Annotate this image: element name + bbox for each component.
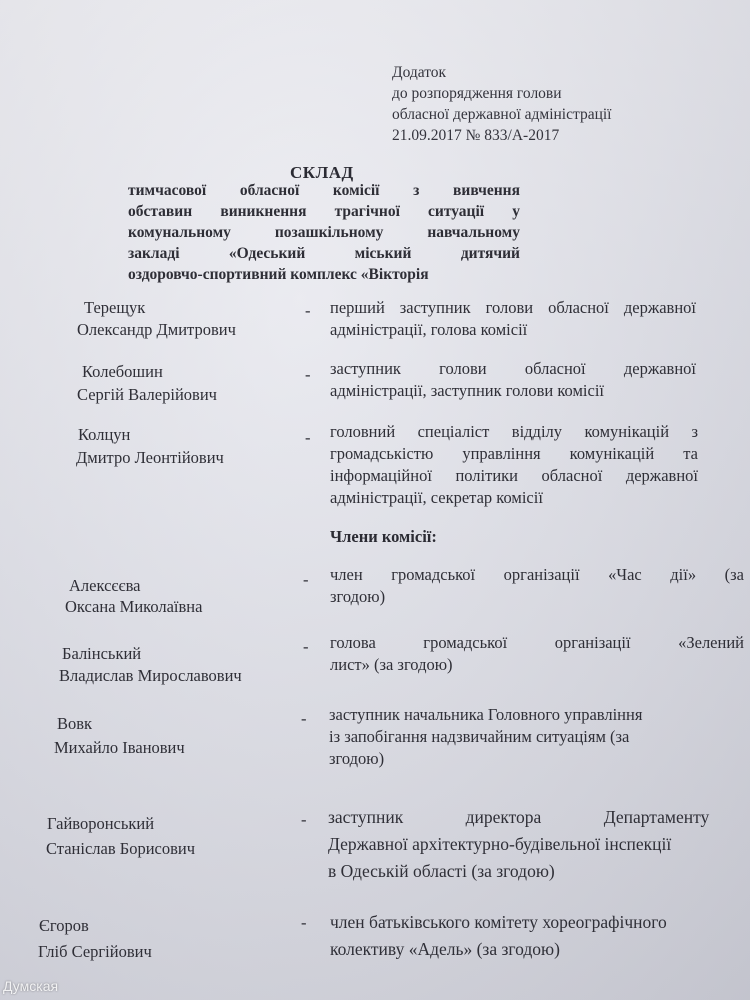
- member-surname: Терещук: [84, 298, 146, 317]
- member-role: [330, 297, 696, 341]
- role-line: Державної архітектурно-будівельної інспекції: [328, 834, 672, 854]
- role-line: лист» (за згодою): [330, 655, 453, 674]
- role-line: громадськістю управління комунікацій та: [330, 444, 698, 463]
- role-line: заступник голови обласної державної: [330, 359, 696, 378]
- member-given-name: Дмитро Леонтійович: [76, 448, 224, 467]
- watermark-logo: Думская: [3, 978, 59, 994]
- subtitle-line: оздоровчо-спортивний комплекс «Вікторія: [128, 266, 429, 283]
- dash-separator: -: [301, 913, 307, 932]
- member-given-name: Сергій Валерійович: [77, 385, 217, 404]
- dash-separator: -: [303, 637, 309, 656]
- member-surname: Єгоров: [39, 916, 89, 935]
- member-given-name: Владислав Мирославович: [59, 666, 242, 685]
- member-given-name: Станіслав Борисович: [46, 839, 196, 858]
- role-line: голова громадської організації «Зелений: [330, 633, 744, 652]
- member-role: [330, 632, 744, 676]
- members-heading: Члени комісії:: [330, 527, 437, 546]
- member-given-name: Олександр Дмитрович: [77, 320, 236, 339]
- subtitle-line: обставин виникнення трагічної ситуації у: [128, 203, 520, 220]
- document-subtitle: [128, 180, 520, 285]
- dash-separator: -: [305, 365, 311, 384]
- dash-separator: -: [303, 570, 309, 589]
- role-line: інформаційної політики обласної державної: [330, 466, 698, 485]
- member-surname: Колебошин: [82, 362, 163, 381]
- subtitle-line: закладі «Одеський міський дитячий: [128, 245, 520, 262]
- member-surname: Балінський: [62, 644, 142, 663]
- member-surname: Вовк: [57, 714, 93, 733]
- role-line: згодою): [329, 749, 385, 768]
- annex-header: [392, 62, 611, 146]
- dash-separator: -: [301, 709, 307, 728]
- dash-separator: -: [305, 428, 311, 447]
- role-line: заступник директора Департаменту: [328, 807, 710, 827]
- member-surname: Колцун: [78, 425, 131, 444]
- role-line: в Одеській області (за згодою): [328, 861, 555, 881]
- member-given-name: Оксана Миколаївна: [65, 597, 203, 616]
- member-role: [329, 704, 745, 770]
- member-role: [330, 421, 698, 509]
- role-line: перший заступник голови обласної державної: [330, 298, 696, 317]
- role-line: головний спеціаліст відділу комунікацій з: [330, 422, 698, 441]
- role-line: згодою): [330, 587, 386, 606]
- dash-separator: -: [301, 810, 307, 829]
- role-line: адміністрації, голова комісії: [330, 320, 528, 339]
- document-title: СКЛАД: [290, 163, 354, 182]
- member-surname: Гайворонський: [47, 814, 155, 833]
- subtitle-line: тимчасової обласної комісії з вивчення: [128, 182, 520, 199]
- member-given-name: Гліб Сергійович: [38, 942, 152, 961]
- role-line: заступник начальника Головного управління: [329, 705, 643, 724]
- role-line: член батьківського комітету хореографічного: [330, 912, 667, 932]
- annex-line-4: 21.09.2017 № 833/А-2017: [392, 127, 560, 144]
- role-line: адміністрації, секретар комісії: [330, 488, 543, 507]
- member-given-name: Михайло Іванович: [54, 738, 185, 757]
- annex-line-3: обласної державної адміністрації: [392, 106, 612, 123]
- member-role: [330, 909, 746, 963]
- dash-separator: -: [305, 301, 311, 320]
- member-role: [330, 564, 744, 608]
- role-line: колективу «Адель» (за згодою): [330, 939, 560, 959]
- subtitle-line: комунальному позашкільному навчальному: [128, 224, 520, 241]
- member-role: [328, 804, 746, 885]
- member-role: [330, 358, 696, 402]
- role-line: із запобігання надзвичайним ситуаціям (за: [329, 727, 630, 746]
- member-surname: Алексєєва: [69, 576, 141, 595]
- role-line: член громадської організації «Час дії» (за: [330, 565, 744, 584]
- annex-line-1: Додаток: [392, 64, 447, 81]
- annex-line-2: до розпорядження голови: [392, 85, 562, 102]
- role-line: адміністрації, заступник голови комісії: [330, 381, 605, 400]
